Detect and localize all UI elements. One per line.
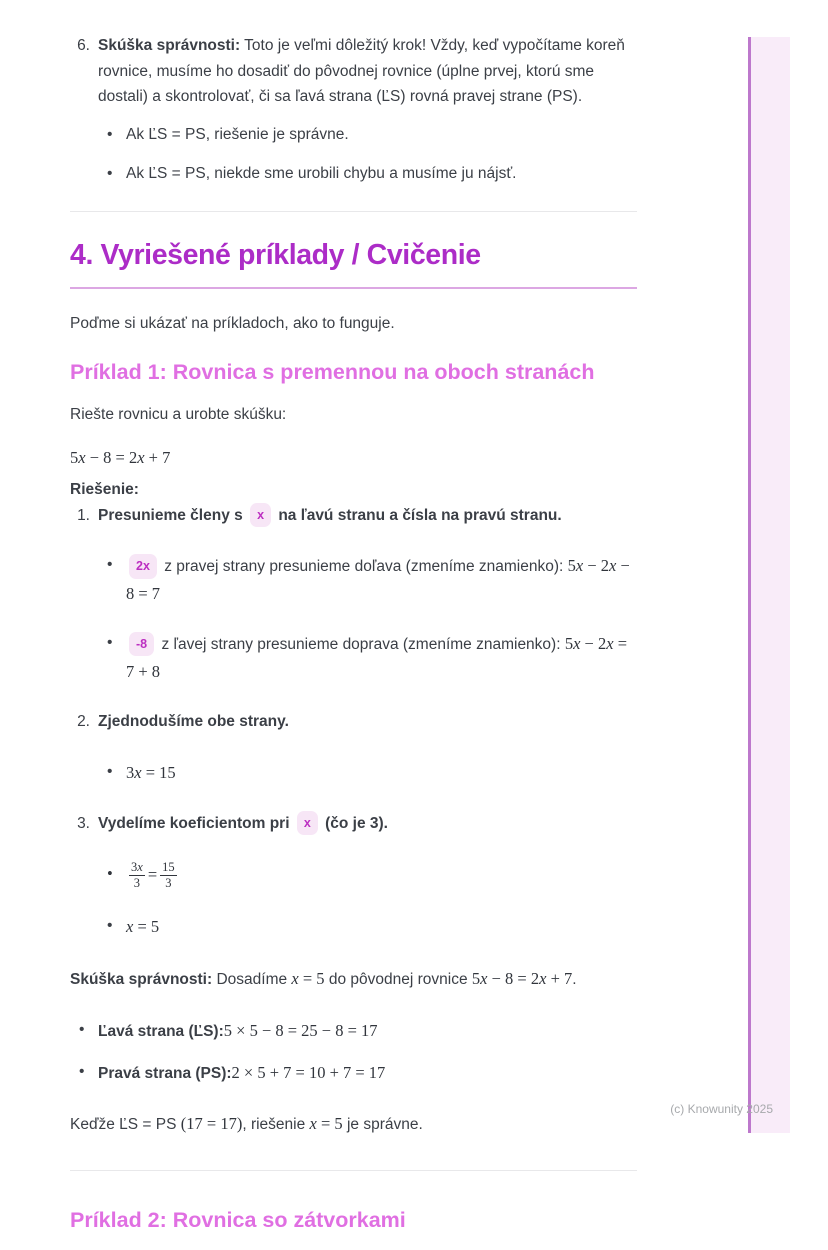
ps-label: Pravá strana (PS): [98, 1064, 232, 1082]
fraction-denominator: 3 [165, 876, 172, 891]
bullet-ls-correct [98, 122, 637, 148]
fraction-numerator: 15 [162, 860, 175, 875]
step3-text-post: (čo je 3). [325, 814, 388, 832]
inline-code-x: x [297, 811, 318, 836]
step2-bullet [98, 759, 637, 787]
inline-code-x: x [250, 503, 271, 528]
list-number: 2. [77, 713, 90, 731]
step1-text-pre: Presunieme členy s [98, 506, 243, 524]
check-math: 5x − 8 = 2x + 7 [471, 969, 573, 989]
right-side-bullet [70, 1059, 637, 1087]
document-content [70, 33, 637, 1250]
conclusion-text: je správne. [342, 1116, 423, 1134]
check-lead: Skúška správnosti: [70, 971, 213, 989]
step2-bullets [98, 759, 637, 787]
example1-title: Príklad 1: Rovnica s premennou na oboch stranách [70, 359, 595, 384]
step1-bullet-minus8 [98, 630, 637, 685]
list-number: 3. [77, 814, 90, 832]
bullet-text: Ak ĽS = PS, niekde sme urobili chybu a musíme ju nájsť. [126, 164, 517, 182]
check-math: x = 5 [291, 969, 325, 989]
section-title: 4. Vyriešené príklady / Cvičenie [70, 238, 637, 290]
ps-math: 2 × 5 + 7 = 10 + 7 = 17 [231, 1062, 386, 1082]
bullet-math: 5x − 2x − 8 = 7 [126, 556, 630, 604]
bullet-math: 3x = 15 [126, 762, 176, 782]
conclusion-text: Keďže ĽS = PS [70, 1116, 181, 1134]
example2-title: Príklad 2: Rovnica so zátvorkami [70, 1207, 406, 1232]
section-intro: Poďme si ukázať na príkladoch, ako to funguje. [70, 315, 395, 333]
fraction-left [129, 860, 145, 891]
check-text: do pôvodnej rovnice [324, 971, 472, 989]
list-number: 6. [77, 37, 90, 54]
fraction-denominator: 3 [133, 876, 141, 891]
step1-text-post: na ľavú stranu a čísla na pravú stranu. [278, 506, 562, 524]
solution-steps [70, 503, 637, 941]
item6-bullets [98, 122, 637, 186]
page-edge-decoration [748, 37, 790, 1133]
conclusion-paragraph [70, 1110, 637, 1138]
bullet-text: z pravej strany presunieme doľava (zmeníme znamienko): [164, 558, 564, 576]
item6-lead: Skúška správnosti: [98, 37, 241, 54]
step2-text: Zjednodušíme obe strany. [98, 713, 289, 731]
solution-label: Riešenie: [70, 480, 139, 498]
conclusion-math: x = 5 [309, 1114, 343, 1134]
inline-code-minus8: -8 [129, 632, 154, 657]
section-divider [70, 211, 637, 212]
example1-task: Riešte rovnicu a urobte skúšku: [70, 405, 287, 423]
ls-math: 5 × 5 − 8 = 25 − 8 = 17 [223, 1020, 378, 1040]
watermark: (c) Knowunity 2025 [670, 1102, 773, 1116]
check-text: Dosadíme [212, 971, 292, 989]
ls-label: Ľavá strana (ĽS): [98, 1022, 224, 1040]
step3-text-pre: Vydelíme koeficientom pri [98, 814, 290, 832]
step-2 [70, 709, 637, 786]
left-side-bullet [70, 1017, 637, 1045]
step3-fraction-bullet [98, 860, 637, 891]
check-paragraph [70, 965, 637, 993]
check-text: . [572, 971, 577, 989]
rules-list [70, 33, 637, 187]
bullet-math: x = 5 [126, 917, 160, 937]
step-1 [70, 503, 637, 686]
list-number: 1. [77, 506, 90, 524]
fraction-right [160, 860, 177, 891]
bullet-math: 5x − 2x = 7 + 8 [126, 633, 627, 681]
step-3 [70, 811, 637, 941]
fraction-numerator: • 3x [131, 860, 143, 875]
inline-code-2x: 2x [129, 554, 157, 579]
bullet-text: Ak ĽS = PS, riešenie je správne. [126, 126, 349, 144]
step1-bullet-2x [98, 552, 637, 607]
step3-result-bullet [98, 913, 637, 941]
step3-bullets [98, 860, 637, 941]
check-bullets [70, 1017, 637, 1086]
example1-equation: 5x − 8 = 2x + 7 [70, 447, 171, 467]
item6-text: Toto je veľmi dôležitý krok! Vždy, keď vypočítame koreň rovnice, musíme ho dosadiť do pôvodnej rovnice (úplne prvej, ktorú sme dostali) a skontrolovať, či sa ľavá strana (ĽS) rovná pravej strane (PS). [98, 37, 625, 106]
bullet-ls-wrong [98, 161, 637, 187]
bullet-text: z ľavej strany presunieme doprava (zmeníme znamienko): [161, 635, 561, 653]
equals-sign: = [147, 865, 158, 885]
conclusion-text: , riešenie [242, 1116, 310, 1134]
list-item-6 [70, 33, 637, 187]
step1-bullets [98, 552, 637, 685]
conclusion-math: (17 = 17) [180, 1114, 243, 1134]
